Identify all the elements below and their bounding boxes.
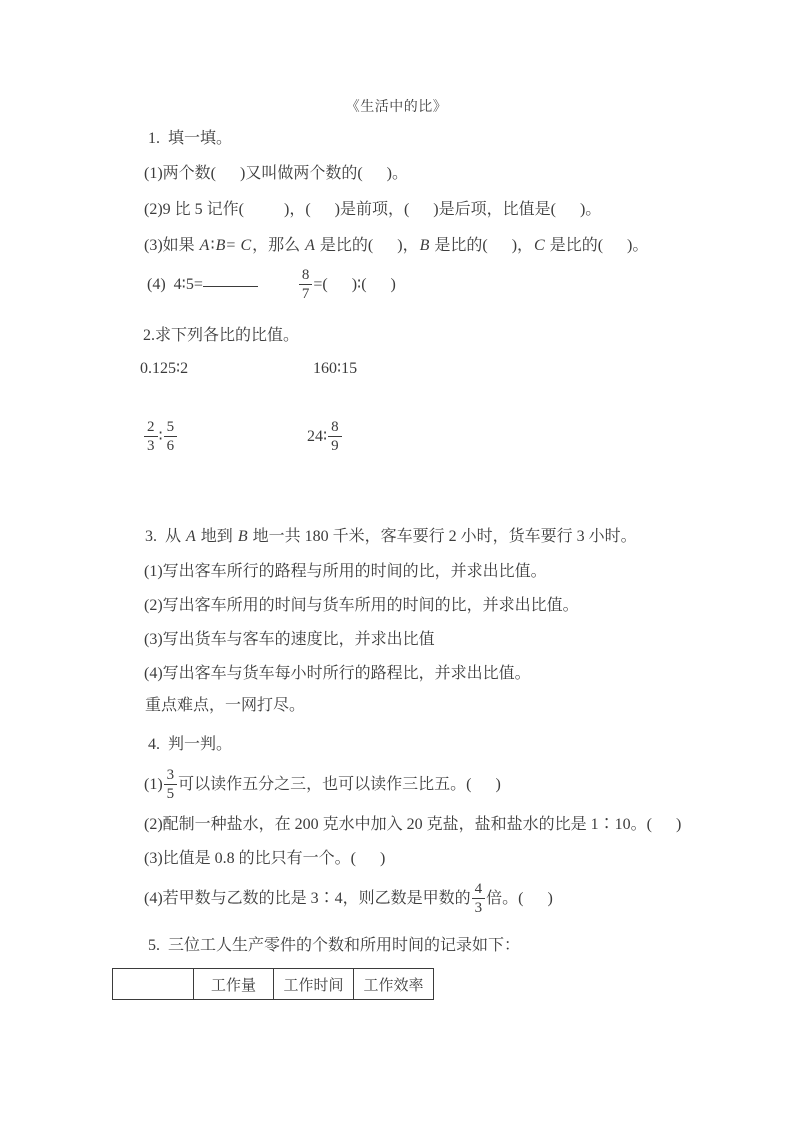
fraction: $\frac{3}{5}$ <box>164 766 178 803</box>
question-1-heading: 1. 填一填。 <box>148 130 233 147</box>
question-4-part-2: (2)配制一种盐水，在 200 克水中加入 20 克盐，盐和盐水的比是 1∶10。( ) <box>144 816 682 833</box>
ratio-item-4: 24∶ $\frac{8}{9}$ <box>307 418 343 455</box>
fraction: $\frac{2}{3}$ <box>144 418 158 455</box>
question-3-part-4: (4)写出客车与货车每小时所行的路程比，并求出比值。 <box>144 665 531 682</box>
question-1-part-3: (3)如果 A ∶ B = C ，那么 A 是比的( )， B 是比的( )， C 是比的( )。 <box>144 237 649 254</box>
ratio-item-1: 0.125∶2 <box>140 360 189 377</box>
question-2-row-1 <box>140 358 357 379</box>
question-1-part-1: (1)两个数( )又叫做两个数的( )。 <box>144 165 408 182</box>
question-1-part-2: (2)9 比 5 记作( )，( )是前项，( )是后项，比值是( )。 <box>144 201 602 218</box>
question-3-part-3: (3)写出货车与客车的速度比，并求出比值 <box>144 631 435 648</box>
question-4-heading: 4. 判一判。 <box>148 736 233 753</box>
fraction: $\frac{4}{3}$ <box>472 880 486 917</box>
fraction: $\frac{8}{7}$ <box>299 266 313 303</box>
fraction: $\frac{8}{9}$ <box>328 418 342 455</box>
table-header-row <box>113 969 434 1000</box>
fraction: $\frac{5}{6}$ <box>164 418 178 455</box>
table-header-efficiency: 工作效率 <box>354 969 434 1000</box>
section-note: 重点难点，一网打尽。 <box>145 697 306 714</box>
question-3-part-1: (1)写出客车所行的路程与所用的时间的比，并求出比值。 <box>144 563 547 580</box>
work-record-table <box>112 968 434 1000</box>
ratio-item-3: $\frac{2}{3}$ ∶ $\frac{5}{6}$ <box>143 418 307 455</box>
answer-blank-line <box>203 286 258 287</box>
question-3-heading: 3. 从 A 地到 B 地一共 180 千米，客车要行 2 小时，货车要行 3 小时。 <box>145 528 637 545</box>
question-4-part-3: (3)比值是 0.8 的比只有一个。( ) <box>144 850 386 867</box>
question-2-row-2 <box>143 418 343 455</box>
question-5-heading: 5. 三位工人生产零件的个数和所用时间的记录如下： <box>148 937 521 954</box>
question-3-part-2: (2)写出客车所用的时间与货车所用的时间的比，并求出比值。 <box>144 597 579 614</box>
question-2-heading: 2.求下列各比的比值。 <box>143 327 300 344</box>
worksheet-title: 《生活中的比》 <box>345 100 448 115</box>
question-4-part-1: (1) $\frac{3}{5}$ 可以读作五分之三，也可以读作三比五。( ) <box>144 767 501 802</box>
table-cell-blank <box>113 969 194 1000</box>
table-header-worktime: 工作时间 <box>274 969 354 1000</box>
question-1-part-4: (4) 4∶5= $\frac{8}{7}$ =( )∶( ) <box>147 267 396 302</box>
table-header-workload: 工作量 <box>194 969 274 1000</box>
question-4-part-4: (4)若甲数与乙数的比是 3∶4，则乙数是甲数的 $\frac{4}{3}$ 倍。( ) <box>144 881 553 916</box>
ratio-item-2: 160∶15 <box>313 360 358 377</box>
